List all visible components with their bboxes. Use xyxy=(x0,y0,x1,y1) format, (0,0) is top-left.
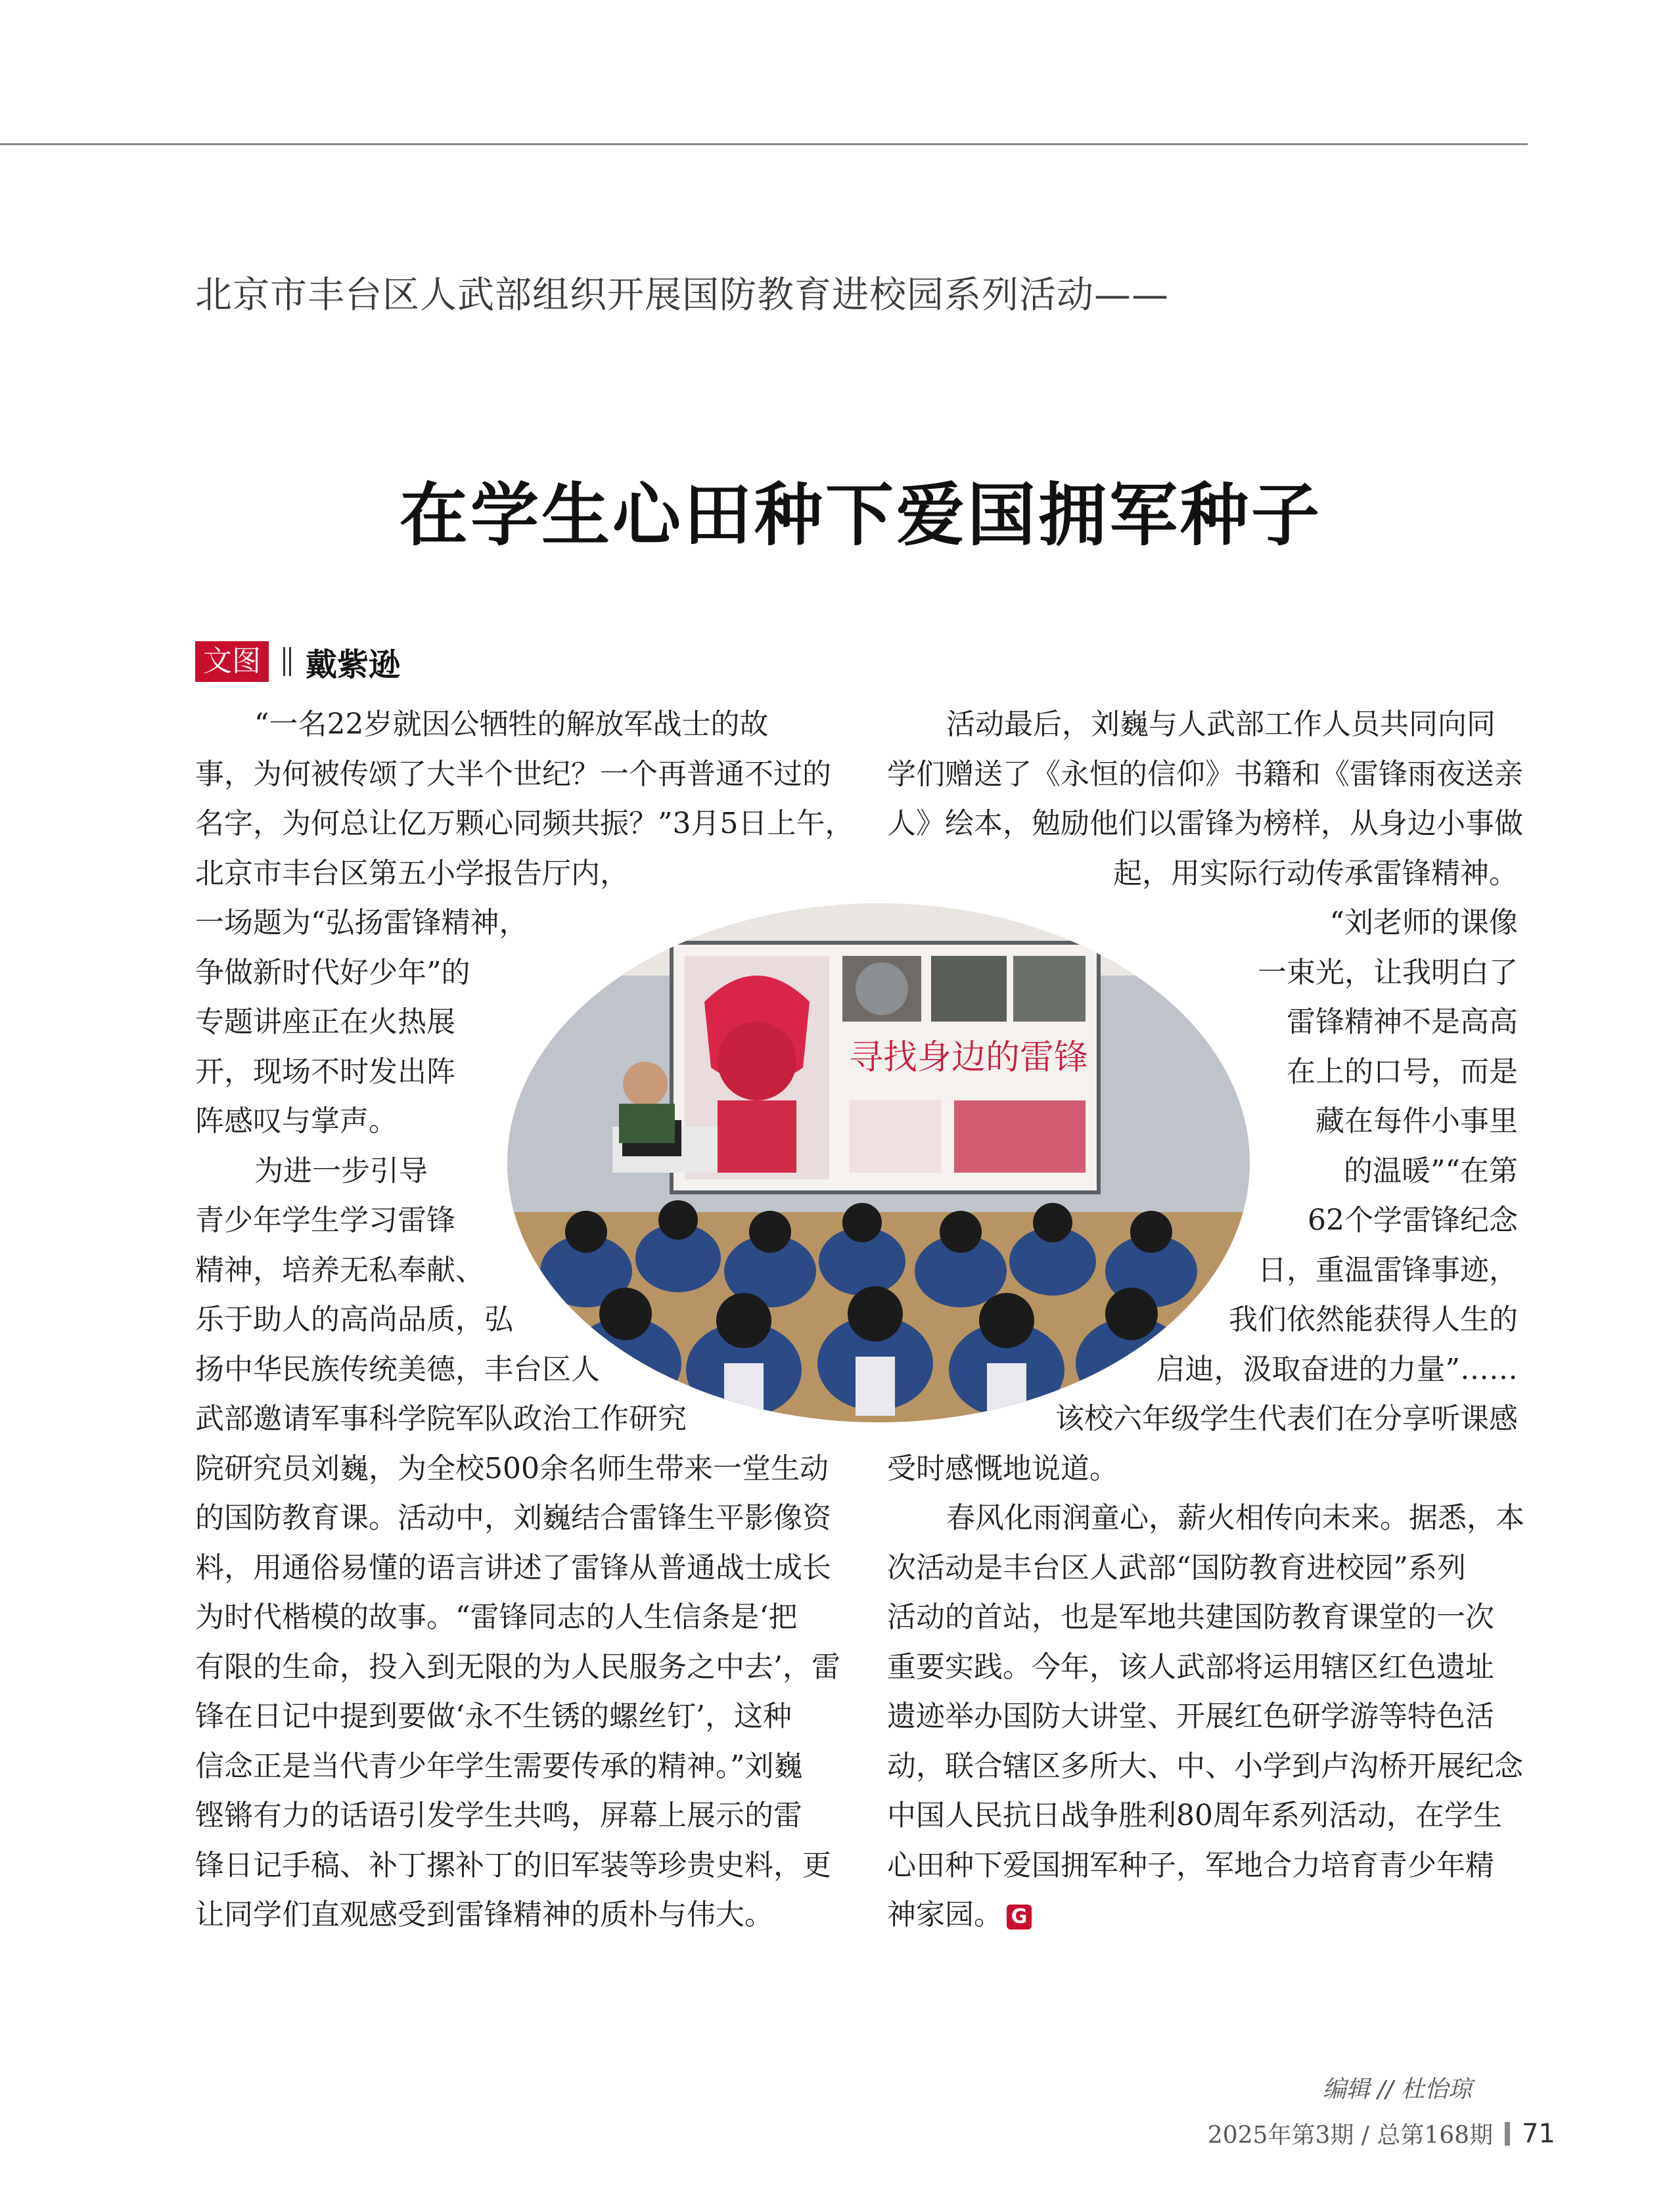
text-line: 精神，培养无私奉献、 xyxy=(195,1253,484,1287)
text-line: 起，用实际行动传承雷锋精神。 xyxy=(1113,856,1518,890)
text-line: 重要实践。今年，该人武部将运用辖区红色遗址 xyxy=(887,1650,1494,1684)
text-line: 62个学雷锋纪念 xyxy=(1308,1204,1518,1237)
text-line: 一场题为“弘扬雷锋精神， xyxy=(195,906,528,939)
text-line: 信念正是当代青少年学生需要传承的精神。”刘巍 xyxy=(195,1749,803,1783)
text-line: 心田种下爱国拥军种子，军地合力培育青少年精 xyxy=(887,1848,1494,1882)
text-line: 事，为何被传颂了大半个世纪？一个再普通不过的 xyxy=(195,757,831,791)
text-line: 开，现场不时发出阵 xyxy=(195,1054,455,1089)
closing-text: 神家园。 xyxy=(887,1898,1003,1931)
end-mark-icon: G xyxy=(1007,1905,1032,1930)
text-line: 一束光，让我明白了 xyxy=(1258,955,1518,989)
text-line xyxy=(887,1890,1518,1940)
text-line: 料，用通俗易懂的语言讲述了雷锋从普通战士成长 xyxy=(195,1550,831,1585)
text-line: 为进一步引导 xyxy=(254,1154,428,1188)
kicker: 北京市丰台区人武部组织开展国防教育进校园系列活动—— xyxy=(195,274,1169,317)
editor-credit: 编辑 // 杜怡琼 xyxy=(1322,2076,1472,2103)
text-line: 武部邀请军事科学院军队政治工作研究 xyxy=(195,1402,687,1435)
text-line: 有限的生命，投入到无限的为人民服务之中去’，雷 xyxy=(195,1650,840,1684)
text-line: 藏在每件小事里 xyxy=(1315,1104,1518,1138)
text-line: 动，联合辖区多所大、中、小学到卢沟桥开展纪念 xyxy=(887,1749,1523,1783)
text-line: 学们赠送了《永恒的信仰》书籍和《雷锋雨夜送亲 xyxy=(887,757,1523,791)
screen-title: 寻找身边的雷锋 xyxy=(849,1038,1089,1077)
text-line: 院研究员刘巍，为全校500余名师生带来一堂生动 xyxy=(195,1451,829,1485)
text-line: 的温暖”“在第 xyxy=(1344,1154,1518,1188)
text-line: 扬中华民族传统美德，丰台区人 xyxy=(195,1352,600,1386)
text-line: 遗迹举办国防大讲堂、开展红色研学游等特色活 xyxy=(887,1700,1494,1733)
byline xyxy=(195,641,400,683)
text-line: 雷锋精神不是高高 xyxy=(1287,1005,1518,1039)
text-line: 启迪，汲取奋进的力量”…… xyxy=(1156,1352,1518,1386)
issue-info: 2025年第3期 / 总第168期 xyxy=(1207,2122,1494,2149)
folio-bar xyxy=(1505,2122,1510,2146)
text-line: 专题讲座正在火热展 xyxy=(195,1005,455,1039)
page-number: 71 xyxy=(1522,2118,1555,2149)
text-line: 铿锵有力的话语引发学生共鸣，屏幕上展示的雷 xyxy=(195,1799,802,1832)
text-line: 让同学们直观感受到雷锋精神的质朴与伟大。 xyxy=(195,1898,773,1931)
text-line: 锋在日记中提到要做‘永不生锈的螺丝钉’，这种 xyxy=(195,1700,792,1733)
text-line: 乐于助人的高尚品质，弘 xyxy=(195,1303,513,1336)
lecture-photo xyxy=(507,903,1250,1422)
text-line: 日，重温雷锋事迹， xyxy=(1258,1253,1518,1287)
text-line: “一名22岁就因公牺牲的解放军战士的故 xyxy=(254,708,769,741)
text-line: 受时感慨地说道。 xyxy=(887,1451,1118,1485)
text-line: 为时代楷模的故事。“雷锋同志的人生信条是‘把 xyxy=(195,1600,798,1634)
text-line: 在上的口号，而是 xyxy=(1287,1054,1518,1089)
text-line: 锋日记手稿、补丁摞补丁的旧军装等珍贵史料，更 xyxy=(195,1848,831,1882)
text-line: 争做新时代好少年”的 xyxy=(195,955,470,989)
text-line: 人》绘本，勉励他们以雷锋为榜样，从身边小事做 xyxy=(887,807,1523,840)
top-rule xyxy=(0,143,1528,145)
text-line: 春风化雨润童心，薪火相传向未来。据悉，本 xyxy=(946,1501,1524,1535)
text-line: 活动最后，刘巍与人武部工作人员共同向同 xyxy=(946,708,1496,741)
text-line: 北京市丰台区第五小学报告厅内， xyxy=(195,856,629,890)
text-line: 活动的首站，也是军地共建国防教育课堂的一次 xyxy=(887,1600,1494,1634)
text-line: “刘老师的课像 xyxy=(1329,906,1518,939)
text-line: 中国人民抗日战争胜利80周年系列活动，在学生 xyxy=(887,1799,1502,1832)
byline-separator xyxy=(283,647,291,676)
text-line: 的国防教育课。活动中，刘巍结合雷锋生平影像资 xyxy=(195,1501,831,1535)
author: 戴紫逊 xyxy=(306,646,401,683)
text-line: 名字，为何总让亿万颗心同频共振？”3月5日上午， xyxy=(195,807,854,840)
byline-tag: 文图 xyxy=(195,641,269,682)
text-line: 青少年学生学习雷锋 xyxy=(195,1204,455,1237)
text-line: 我们依然能获得人生的 xyxy=(1229,1303,1518,1336)
folio xyxy=(1208,2117,1555,2150)
text-line: 该校六年级学生代表们在分享听课感 xyxy=(1055,1402,1518,1435)
text-line: 次活动是丰台区人武部“国防教育进校园”系列 xyxy=(887,1550,1466,1585)
text-line: 阵感叹与掌声。 xyxy=(195,1104,398,1138)
headline: 在学生心田种下爱国拥军种子 xyxy=(399,475,1322,555)
